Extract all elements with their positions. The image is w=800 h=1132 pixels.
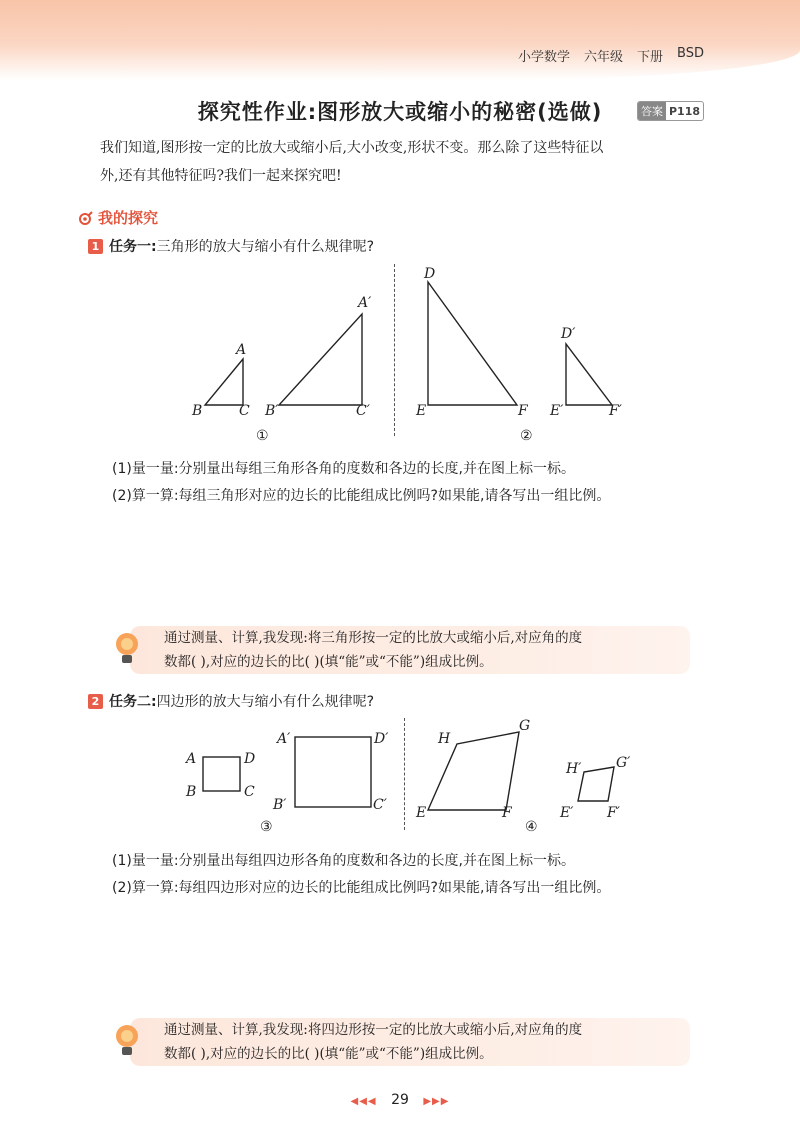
label-G-prime: G′ bbox=[616, 755, 631, 771]
answer-tag-page: P118 bbox=[669, 104, 701, 118]
quadrilateral-figures bbox=[180, 715, 660, 840]
label-H-prime: H′ bbox=[566, 761, 582, 777]
figure-number-4: ④ bbox=[525, 819, 538, 835]
task2-text: 四边形的放大与缩小有什么规律呢? bbox=[156, 694, 375, 710]
label-G: G bbox=[519, 718, 531, 734]
label-B: B bbox=[192, 403, 203, 419]
task1-discovery-box bbox=[130, 626, 690, 674]
triangle-abc-prime bbox=[279, 314, 362, 405]
label-D-prime: D′ bbox=[561, 326, 576, 342]
task1-text: 三角形的放大与缩小有什么规律呢? bbox=[156, 239, 375, 255]
header-volume: 下册 bbox=[637, 50, 664, 65]
label-D: D bbox=[424, 266, 436, 282]
task2-discovery-line-1: 通过测量、计算,我发现:将四边形按一定的比放大或缩小后,对应角的度 bbox=[164, 1022, 583, 1038]
label-D: D bbox=[244, 751, 256, 767]
right-arrows-icon: ▶▶▶ bbox=[423, 1096, 450, 1107]
task2-question-1: (1)量一量:分别量出每组四边形各角的度数和各边的长度,并在图上标一标。 bbox=[112, 853, 575, 869]
answer-tag-label: 答案 bbox=[638, 102, 666, 120]
task2-heading bbox=[88, 691, 374, 711]
figure-number-1: ① bbox=[256, 428, 269, 444]
task2-number: 2 bbox=[88, 694, 103, 709]
label-A-prime: A′ bbox=[358, 295, 372, 311]
task1-discovery-line-2: 数都( ),对应的边长的比( )(填“能”或“不能”)组成比例。 bbox=[164, 654, 493, 670]
page-title: 探究性作业:图形放大或缩小的秘密(选做) bbox=[197, 100, 603, 124]
triangle-def-prime bbox=[566, 344, 612, 405]
page-footer bbox=[0, 1092, 800, 1108]
task2-discovery-line-2: 数都( ),对应的边长的比( )(填“能”或“不能”)组成比例。 bbox=[164, 1046, 493, 1062]
left-arrows-icon: ◀◀◀ bbox=[350, 1096, 377, 1107]
task2-discovery-box bbox=[130, 1018, 690, 1066]
section-title: 我的探究 bbox=[98, 209, 159, 227]
label-A: A bbox=[186, 751, 197, 767]
figure-number-3: ③ bbox=[260, 819, 273, 835]
task1-number: 1 bbox=[88, 239, 103, 254]
page-number: 29 bbox=[391, 1092, 409, 1108]
label-C-prime: C′ bbox=[373, 797, 387, 813]
label-B: B bbox=[186, 784, 197, 800]
label-F: F bbox=[502, 805, 512, 821]
header-edition: BSD bbox=[677, 46, 704, 61]
label-F-prime: F′ bbox=[609, 403, 622, 419]
label-F-prime: F′ bbox=[607, 805, 620, 821]
task1-label: 任务一: bbox=[109, 239, 157, 255]
task1-question-2: (2)算一算:每组三角形对应的边长的比能组成比例吗?如果能,请各写出一组比例。 bbox=[112, 488, 611, 504]
task1-discovery-line-1: 通过测量、计算,我发现:将三角形按一定的比放大或缩小后,对应角的度 bbox=[164, 630, 583, 646]
label-A-prime: A′ bbox=[277, 731, 291, 747]
header-grade: 六年级 bbox=[584, 50, 624, 65]
label-H: H bbox=[438, 731, 451, 747]
task1-heading bbox=[88, 236, 374, 256]
intro-paragraph bbox=[100, 134, 720, 190]
label-B-prime: B′ bbox=[273, 797, 287, 813]
header-subject: 小学数学 bbox=[518, 50, 571, 65]
explore-icon bbox=[78, 210, 94, 226]
label-D-prime: D′ bbox=[374, 731, 389, 747]
square-abcd bbox=[203, 757, 240, 791]
label-F: F bbox=[518, 403, 528, 419]
label-E: E bbox=[416, 805, 427, 821]
task2-question-2: (2)算一算:每组四边形对应的边长的比能组成比例吗?如果能,请各写出一组比例。 bbox=[112, 880, 611, 896]
intro-line-1: 我们知道,图形按一定的比放大或缩小后,大小改变,形状不变。那么除了这些特征以 bbox=[100, 140, 604, 156]
task1-question-1: (1)量一量:分别量出每组三角形各角的度数和各边的长度,并在图上标一标。 bbox=[112, 461, 575, 477]
lightbulb-icon bbox=[112, 1022, 142, 1062]
answer-tag[interactable] bbox=[637, 101, 704, 121]
figure-divider-2 bbox=[404, 718, 405, 830]
lightbulb-icon bbox=[112, 630, 142, 670]
intro-line-2: 外,还有其他特征吗?我们一起来探究吧! bbox=[100, 168, 342, 184]
label-B-prime: B′ bbox=[265, 403, 279, 419]
triangle-abc bbox=[205, 359, 243, 405]
label-C-prime: C′ bbox=[356, 403, 370, 419]
header-band bbox=[0, 0, 800, 80]
triangle-figures bbox=[180, 262, 660, 452]
figure-divider bbox=[394, 264, 395, 436]
label-A: A bbox=[236, 342, 247, 358]
triangle-def bbox=[428, 282, 517, 405]
label-E: E bbox=[416, 403, 427, 419]
quad-efgh-prime bbox=[578, 767, 614, 801]
label-C: C bbox=[244, 784, 255, 800]
figure-number-2: ② bbox=[520, 428, 533, 444]
label-E-prime: E′ bbox=[560, 805, 574, 821]
label-C: C bbox=[239, 403, 250, 419]
header-meta bbox=[518, 46, 704, 65]
task2-label: 任务二: bbox=[109, 694, 157, 710]
label-E-prime: E′ bbox=[550, 403, 564, 419]
square-abcd-prime bbox=[295, 737, 371, 807]
section-heading bbox=[78, 207, 158, 228]
